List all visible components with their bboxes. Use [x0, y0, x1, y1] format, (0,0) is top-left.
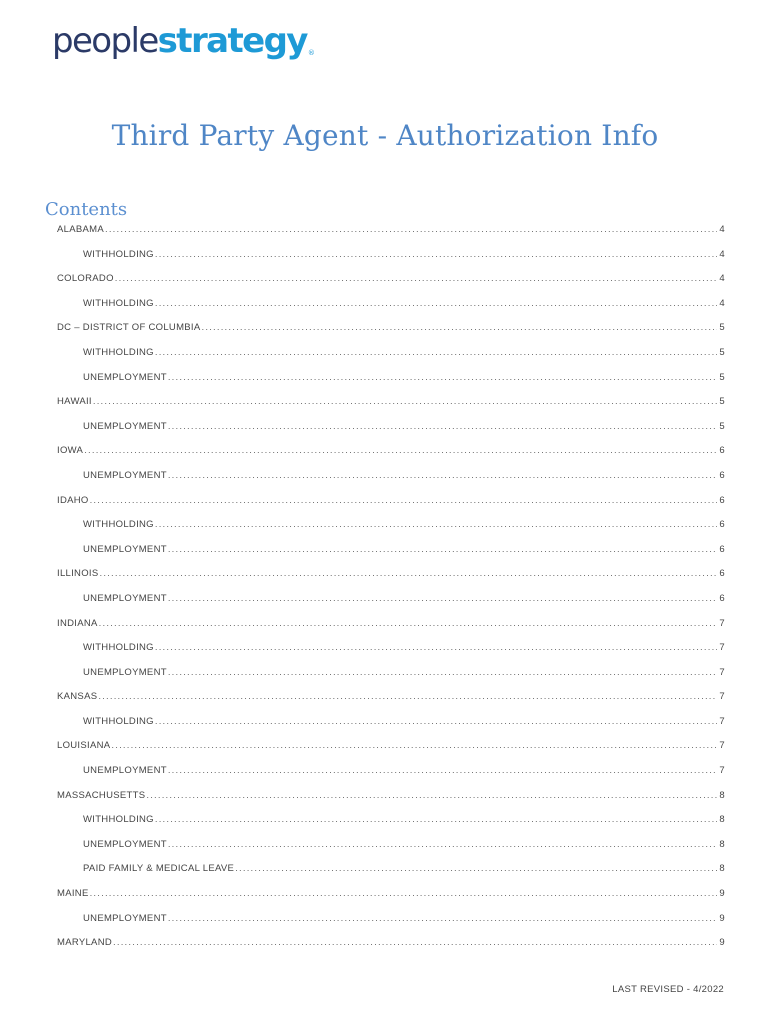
- toc-page-number: 6: [719, 543, 725, 555]
- toc-page-number: 7: [719, 642, 725, 654]
- toc-page-number: 7: [719, 740, 725, 752]
- toc-dot-leader: [105, 224, 717, 235]
- table-of-contents: [57, 224, 725, 962]
- toc-entry-label: UNEMPLOYMENT: [83, 469, 167, 481]
- toc-subentry[interactable]: [83, 421, 725, 446]
- toc-entry-label: UNEMPLOYMENT: [83, 543, 167, 555]
- toc-entry-label: WITHHOLDING: [83, 297, 154, 309]
- toc-entry-label: WITHHOLDING: [83, 346, 154, 358]
- toc-entry-label: UNEMPLOYMENT: [83, 592, 167, 604]
- toc-entry-label: HAWAII: [57, 396, 92, 408]
- toc-dot-leader: [155, 814, 718, 825]
- toc-entry-label: MARYLAND: [57, 937, 113, 949]
- toc-page-number: 7: [719, 691, 725, 703]
- toc-subentry[interactable]: [83, 642, 725, 667]
- toc-dot-leader: [168, 593, 718, 604]
- toc-page-number: 5: [719, 322, 725, 334]
- toc-entry-label: WITHHOLDING: [83, 248, 154, 260]
- toc-dot-leader: [168, 667, 718, 678]
- toc-page-number: 6: [719, 592, 725, 604]
- toc-entry-label: COLORADO: [57, 273, 114, 285]
- toc-page-number: 9: [719, 937, 725, 949]
- logo-word-people: people: [52, 21, 158, 61]
- toc-entry[interactable]: [57, 224, 725, 249]
- toc-subentry[interactable]: [83, 716, 725, 741]
- toc-dot-leader: [168, 765, 718, 776]
- toc-subentry[interactable]: [83, 839, 725, 864]
- toc-entry-label: MAINE: [57, 888, 89, 900]
- toc-page-number: 7: [719, 715, 725, 727]
- toc-page-number: 9: [719, 912, 725, 924]
- toc-subentry[interactable]: [83, 372, 725, 397]
- toc-dot-leader: [155, 642, 718, 653]
- toc-subentry[interactable]: [83, 863, 725, 888]
- toc-dot-leader: [155, 716, 718, 727]
- toc-entry[interactable]: [57, 740, 725, 765]
- toc-dot-leader: [99, 568, 717, 579]
- toc-entry-label: UNEMPLOYMENT: [83, 912, 167, 924]
- toc-entry-label: UNEMPLOYMENT: [83, 420, 167, 432]
- toc-dot-leader: [146, 790, 717, 801]
- toc-entry-label: WITHHOLDING: [83, 642, 154, 654]
- toc-page-number: 7: [719, 765, 725, 777]
- toc-page-number: 6: [719, 494, 725, 506]
- toc-dot-leader: [168, 913, 718, 924]
- toc-page-number: 6: [719, 519, 725, 531]
- toc-entry-label: UNEMPLOYMENT: [83, 371, 167, 383]
- toc-page-number: 8: [719, 838, 725, 850]
- toc-entry-label: KANSAS: [57, 691, 98, 703]
- toc-page-number: 5: [719, 346, 725, 358]
- toc-entry-label: UNEMPLOYMENT: [83, 765, 167, 777]
- toc-dot-leader: [202, 322, 718, 333]
- toc-dot-leader: [168, 470, 718, 481]
- toc-page-number: 6: [719, 445, 725, 457]
- toc-entry-label: UNEMPLOYMENT: [83, 838, 167, 850]
- contents-heading: Contents: [45, 199, 128, 220]
- toc-subentry[interactable]: [83, 544, 725, 569]
- toc-page-number: 7: [719, 666, 725, 678]
- toc-dot-leader: [99, 618, 718, 629]
- toc-entry[interactable]: [57, 495, 725, 520]
- logo-word-strategy: strategy: [157, 21, 307, 61]
- toc-dot-leader: [168, 372, 718, 383]
- toc-dot-leader: [155, 519, 718, 530]
- toc-dot-leader: [168, 544, 718, 555]
- toc-entry[interactable]: [57, 568, 725, 593]
- toc-dot-leader: [235, 863, 717, 874]
- toc-dot-leader: [98, 691, 717, 702]
- document-title: Third Party Agent - Authorization Info: [111, 119, 659, 152]
- toc-page-number: 5: [719, 420, 725, 432]
- toc-page-number: 8: [719, 814, 725, 826]
- toc-page-number: 5: [719, 396, 725, 408]
- toc-entry[interactable]: [57, 691, 725, 716]
- toc-dot-leader: [90, 888, 718, 899]
- toc-subentry[interactable]: [83, 347, 725, 372]
- toc-entry-label: MASSACHUSETTS: [57, 789, 146, 801]
- toc-entry-label: LOUISIANA: [57, 740, 111, 752]
- toc-dot-leader: [93, 396, 718, 407]
- toc-entry[interactable]: [57, 273, 725, 298]
- toc-page-number: 8: [719, 789, 725, 801]
- toc-entry[interactable]: [57, 888, 725, 913]
- toc-page-number: 5: [719, 371, 725, 383]
- toc-entry-label: IDAHO: [57, 494, 89, 506]
- toc-dot-leader: [115, 273, 718, 284]
- toc-entry[interactable]: [57, 396, 725, 421]
- toc-entry-label: WITHHOLDING: [83, 814, 154, 826]
- toc-entry-label: WITHHOLDING: [83, 519, 154, 531]
- toc-subentry[interactable]: [83, 249, 725, 274]
- toc-entry-label: WITHHOLDING: [83, 715, 154, 727]
- toc-entry[interactable]: [57, 445, 725, 470]
- toc-subentry[interactable]: [83, 470, 725, 495]
- toc-dot-leader: [84, 445, 717, 456]
- toc-page-number: 4: [719, 248, 725, 260]
- toc-entry-label: PAID FAMILY & MEDICAL LEAVE: [83, 863, 235, 875]
- toc-page-number: 9: [719, 888, 725, 900]
- toc-subentry[interactable]: [83, 913, 725, 938]
- toc-dot-leader: [113, 937, 717, 948]
- toc-entry-label: IOWA: [57, 445, 84, 457]
- toc-subentry[interactable]: [83, 667, 725, 692]
- toc-entry[interactable]: [57, 937, 725, 962]
- toc-dot-leader: [90, 495, 718, 506]
- toc-entry-label: UNEMPLOYMENT: [83, 666, 167, 678]
- toc-dot-leader: [155, 347, 718, 358]
- toc-entry-label: INDIANA: [57, 617, 98, 629]
- toc-page-number: 4: [719, 297, 725, 309]
- toc-page-number: 4: [719, 273, 725, 285]
- toc-page-number: 8: [719, 863, 725, 875]
- toc-subentry[interactable]: [83, 765, 725, 790]
- toc-subentry[interactable]: [83, 593, 725, 618]
- toc-dot-leader: [111, 740, 717, 751]
- toc-entry[interactable]: [57, 322, 725, 347]
- toc-page-number: 4: [719, 224, 725, 235]
- toc-page-number: 6: [719, 568, 725, 580]
- toc-entry-label: ILLINOIS: [57, 568, 99, 580]
- toc-page-number: 7: [719, 617, 725, 629]
- toc-entry-label: DC – DISTRICT OF COLUMBIA: [57, 322, 201, 334]
- toc-dot-leader: [168, 839, 718, 850]
- toc-subentry[interactable]: [83, 519, 725, 544]
- peoplestrategy-logo: [52, 18, 315, 64]
- toc-entry[interactable]: [57, 790, 725, 815]
- last-revised-footer: LAST REVISED - 4/2022: [612, 984, 724, 995]
- logo-registered-mark: ®: [307, 49, 315, 57]
- toc-entry-label: ALABAMA: [57, 224, 104, 235]
- toc-subentry[interactable]: [83, 814, 725, 839]
- toc-dot-leader: [168, 421, 718, 432]
- toc-subentry[interactable]: [83, 298, 725, 323]
- toc-page-number: 6: [719, 469, 725, 481]
- toc-dot-leader: [155, 249, 718, 260]
- toc-dot-leader: [155, 298, 718, 309]
- toc-entry[interactable]: [57, 618, 725, 643]
